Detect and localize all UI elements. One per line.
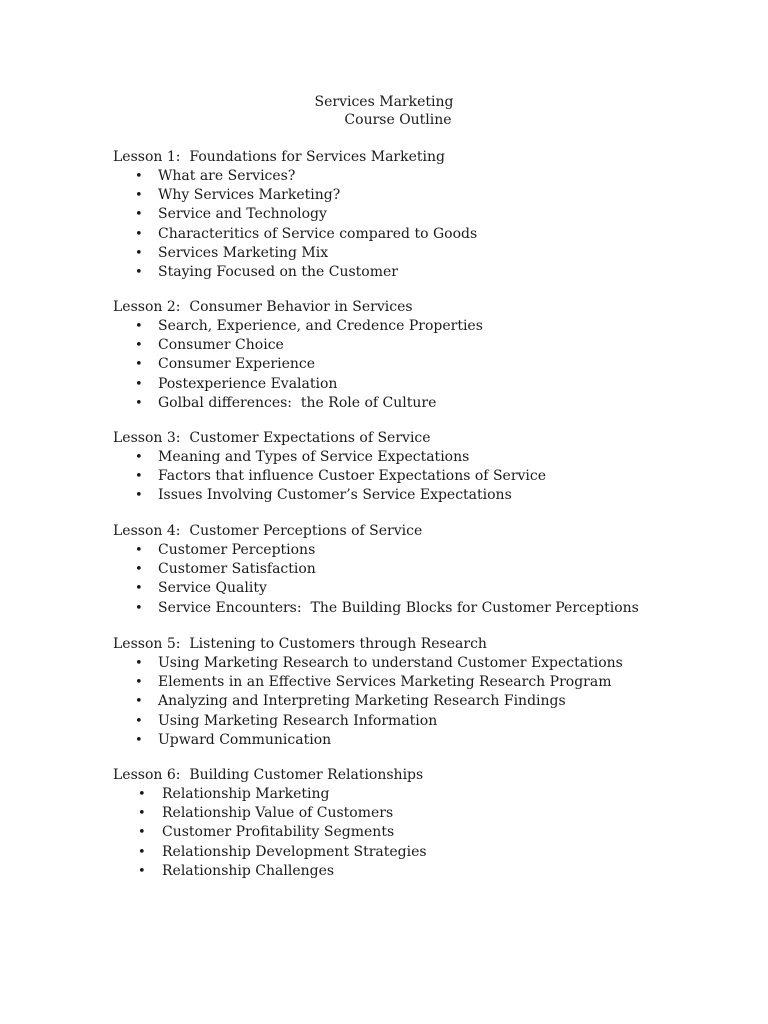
list-item — [113, 167, 733, 186]
topic-text: Using Marketing Research to understand Customer Expectations — [158, 655, 623, 671]
topic-text: Using Marketing Research Information — [158, 712, 438, 729]
topic-text: Relationship Marketing — [162, 786, 330, 802]
list-item — [113, 486, 733, 505]
list-item — [113, 355, 733, 374]
topic-text: Postexperience Evalation — [158, 375, 338, 392]
bullet-icon: • — [135, 562, 143, 578]
topic-text: Staying Focused on the Customer — [158, 263, 398, 280]
topic-text: Meaning and Types of Service Expectations — [158, 449, 470, 465]
lesson-section-5 — [113, 635, 733, 750]
bullet-icon: • — [135, 713, 143, 729]
list-item — [113, 225, 733, 244]
list-item — [113, 692, 733, 711]
lesson-section-4 — [113, 522, 733, 618]
topic-text: Customer Satisfaction — [158, 561, 316, 578]
bullet-icon: • — [135, 376, 143, 392]
bullet-icon: • — [135, 338, 143, 354]
lesson-section-1 — [113, 148, 733, 282]
bullet-icon: • — [135, 207, 143, 223]
bullet-icon: • — [135, 675, 143, 691]
bullet-icon: • — [135, 488, 143, 504]
bullet-icon: • — [135, 581, 143, 597]
topic-list — [113, 317, 733, 413]
list-item — [113, 541, 733, 560]
topic-list — [113, 448, 733, 506]
bullet-icon: • — [135, 543, 143, 558]
lesson-section-2 — [113, 298, 733, 413]
bullet-icon: • — [138, 825, 146, 841]
lesson-section-6 — [113, 766, 733, 881]
topic-text: Why Services Marketing? — [158, 187, 341, 204]
list-item — [113, 263, 733, 282]
topic-text: What are Services? — [158, 168, 296, 184]
topic-text: Service Encounters: The Building Blocks for Customer Perceptions — [158, 599, 639, 616]
list-item — [113, 843, 733, 862]
bullet-icon: • — [135, 395, 143, 411]
title-block — [0, 93, 768, 129]
topic-text: Relationship Value of Customers — [162, 805, 394, 822]
list-item — [113, 731, 733, 750]
topic-list — [113, 654, 733, 750]
topic-text: Golbal differences: the Role of Culture — [158, 394, 437, 411]
topic-text: Search, Experience, and Credence Properties — [158, 318, 483, 334]
lesson-heading: Lesson 4: Customer Perceptions of Service — [113, 523, 423, 539]
list-item — [113, 599, 733, 618]
lesson-heading: Lesson 6: Building Customer Relationships — [113, 767, 424, 783]
list-item — [113, 804, 733, 823]
bullet-icon: • — [138, 787, 146, 802]
list-item — [113, 560, 733, 579]
topic-list — [113, 167, 733, 282]
list-item — [113, 712, 733, 731]
bullet-icon: • — [135, 169, 143, 184]
topic-text: Analyzing and Interpreting Marketing Research Findings — [158, 693, 566, 710]
list-item — [113, 785, 733, 804]
lesson-heading: Lesson 3: Customer Expectations of Service — [113, 430, 431, 446]
list-item — [113, 394, 733, 413]
topic-text: Relationship Challenges — [162, 862, 335, 879]
list-item — [113, 244, 733, 263]
list-item — [113, 579, 733, 598]
lesson-section-3 — [113, 429, 733, 506]
bullet-icon: • — [135, 226, 143, 242]
bullet-icon: • — [135, 694, 143, 710]
topic-text: Issues Involving Customer’s Service Expectations — [158, 487, 512, 504]
list-item — [113, 375, 733, 394]
bullet-icon: • — [135, 450, 143, 465]
bullet-icon: • — [135, 732, 143, 748]
bullet-icon: • — [135, 469, 143, 485]
bullet-icon: • — [135, 264, 143, 280]
list-item — [113, 448, 733, 467]
topic-text: Customer Perceptions — [158, 542, 316, 558]
topic-text: Consumer Choice — [158, 337, 284, 354]
topic-text: Upward Communication — [158, 731, 332, 748]
topic-text: Consumer Experience — [158, 356, 316, 373]
list-item — [113, 317, 733, 336]
lesson-heading: Lesson 1: Foundations for Services Marketing — [113, 149, 445, 165]
topic-text: Relationship Development Strategies — [162, 843, 427, 860]
bullet-icon: • — [138, 844, 146, 860]
bullet-icon: • — [135, 600, 143, 616]
list-item — [113, 862, 733, 881]
list-item — [113, 186, 733, 205]
topic-list — [113, 541, 733, 618]
list-item — [113, 205, 733, 224]
bullet-icon: • — [135, 656, 143, 671]
document-title: Services Marketing — [314, 94, 454, 110]
topic-list — [113, 785, 733, 881]
lesson-heading: Lesson 2: Consumer Behavior in Services — [113, 299, 413, 315]
lesson-heading: Lesson 5: Listening to Customers through Research — [113, 636, 487, 652]
bullet-icon: • — [135, 357, 143, 373]
bullet-icon: • — [135, 188, 143, 204]
list-item — [113, 823, 733, 842]
list-item — [113, 673, 733, 692]
topic-text: Characteritics of Service compared to Goods — [158, 225, 478, 242]
topic-text: Service and Technology — [158, 206, 327, 223]
bullet-icon: • — [135, 245, 143, 261]
topic-text: Services Marketing Mix — [158, 244, 329, 261]
bullet-icon: • — [138, 806, 146, 822]
topic-text: Customer Profitability Segments — [162, 824, 395, 841]
document-subtitle: Course Outline — [344, 112, 452, 128]
bullet-icon: • — [138, 863, 146, 879]
topic-text: Elements in an Effective Services Marketing Research Program — [158, 674, 612, 691]
list-item — [113, 336, 733, 355]
list-item — [113, 654, 733, 673]
list-item — [113, 467, 733, 486]
bullet-icon: • — [135, 319, 143, 334]
topic-text: Service Quality — [158, 580, 267, 597]
topic-text: Factors that influence Custoer Expectations of Service — [158, 468, 547, 485]
